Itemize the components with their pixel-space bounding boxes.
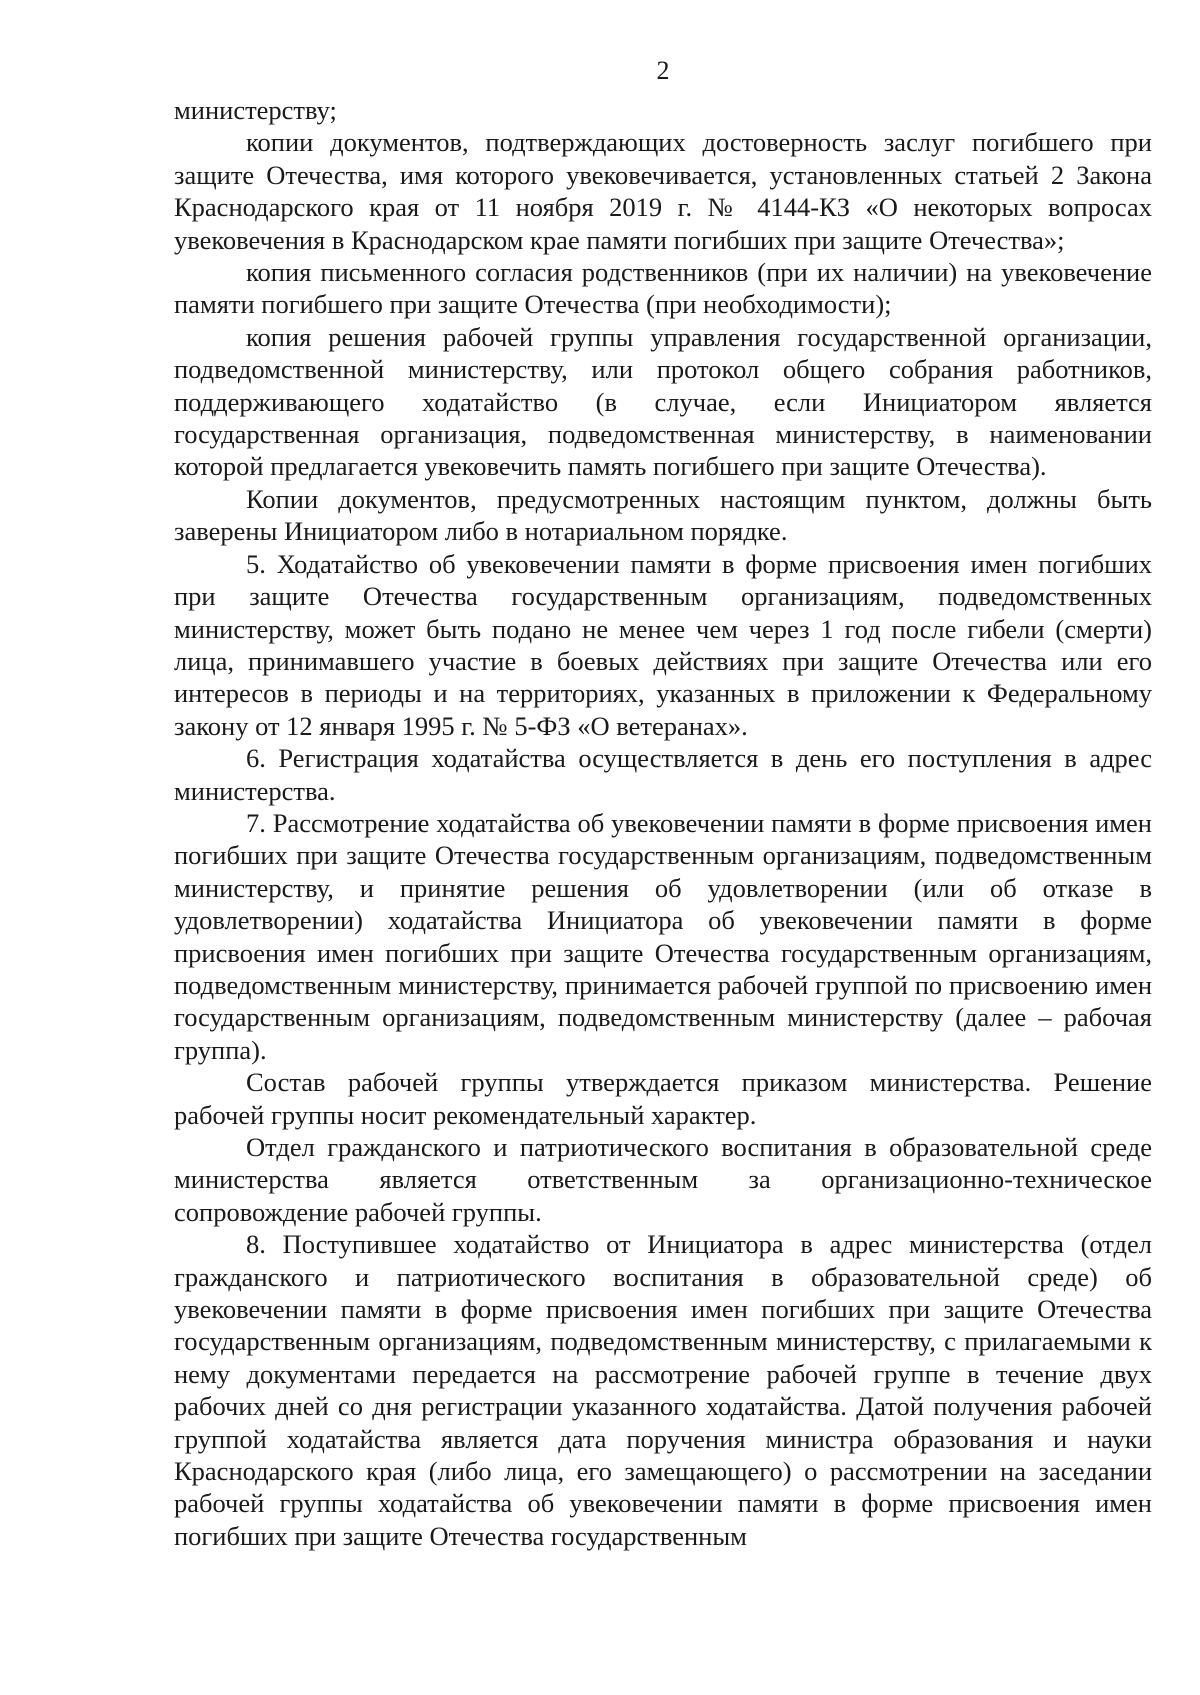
paragraph-continuation: министерству; (174, 95, 337, 125)
page-number: 2 (656, 56, 670, 85)
paragraph-relatives-consent: копия письменного согласия родственников (при их наличии) на увековечение памяти погибшего при защите Отечества (при необходимости); (174, 257, 1152, 320)
paragraph-item-7: 7. Рассмотрение ходатайства об увековечении памяти в форме присвоения имен погибших при защите Отечества государственным организациям, подведомственным министерству, и принятие решения об удовлетворении (или об отказе в удовлетворении) ходатайства Инициатора об увековечении памяти в форме присвоения имен погибших при защите Отечества государственным организациям, подведомственным министерству, принимается рабочей группой по присвоению имен государственным организациям, подведомственным министерству (далее – рабочая группа). (174, 807, 1152, 1065)
paragraph-item-5: 5. Ходатайство об увековечении памяти в форме присвоения имен погибших при защите Отечества государственным организациям, подведомственных министерству, может быть подано не менее чем через 1 год после гибели (смерти) лица, принимавшего участие в боевых действиях при защите Отечества или его интересов в периоды и на территориях, указанных в приложении к Федеральному закону от 12 января 1995 г. № 5-ФЗ «О ветеранах». (174, 548, 1152, 741)
paragraph-item-6: 6. Регистрация ходатайства осуществляется в день его поступления в адрес министерства. (174, 743, 1152, 806)
paragraph-responsible-department: Отдел гражданского и патриотического воспитания в образовательной среде министерства является ответственным за организационно-техническое сопровождение рабочей группы. (174, 1132, 1152, 1227)
paragraph-document-certification: Копии документов, предусмотренных настоящим пунктом, должны быть заверены Инициатором либо в нотариальном порядке. (174, 483, 1152, 547)
paragraph-item-8: 8. Поступившее ходатайство от Инициатора в адрес министерства (отдел гражданского и патриотического воспитания в образовательной среде) об увековечении памяти в форме присвоения имен погибших при защите Отечества государственным организациям, подведомственным министерству, с прилагаемыми к нему документами передается на рассмотрение рабочей группе в течение двух рабочих дней со дня регистрации указанного ходатайства. Датой получения рабочей группой ходатайства является дата поручения министра образования и науки Краснодарского края (либо лица, его замещающего) о рассмотрении на заседании рабочей группы ходатайства об увековечении памяти в форме присвоения имен погибших при защите Отечества государственным (174, 1229, 1152, 1551)
paragraph-group-composition: Состав рабочей группы утверждается приказом министерства. Решение рабочей группы носит рекомендательный характер. (174, 1067, 1152, 1130)
paragraph-merit-documents: копии документов, подтверждающих достоверность заслуг погибшего при защите Отечества, имя которого увековечивается, установленных статьей 2 Закона Краснодарского края от 11 ноября 2019 г. № 4144-КЗ «О некоторых вопросах увековечения в Краснодарском крае памяти погибших при защите Отечества»; (174, 127, 1152, 255)
paragraph-working-group-decision: копия решения рабочей группы управления государственной организации, подведомственной министерству, или протокол общего собрания работников, поддерживающего ходатайство (в случае, если Инициатором является государственная организация, подведомственная министерству, в наименовании которой предлагается увековечить память погибшего при защите Отечества). (174, 321, 1152, 482)
